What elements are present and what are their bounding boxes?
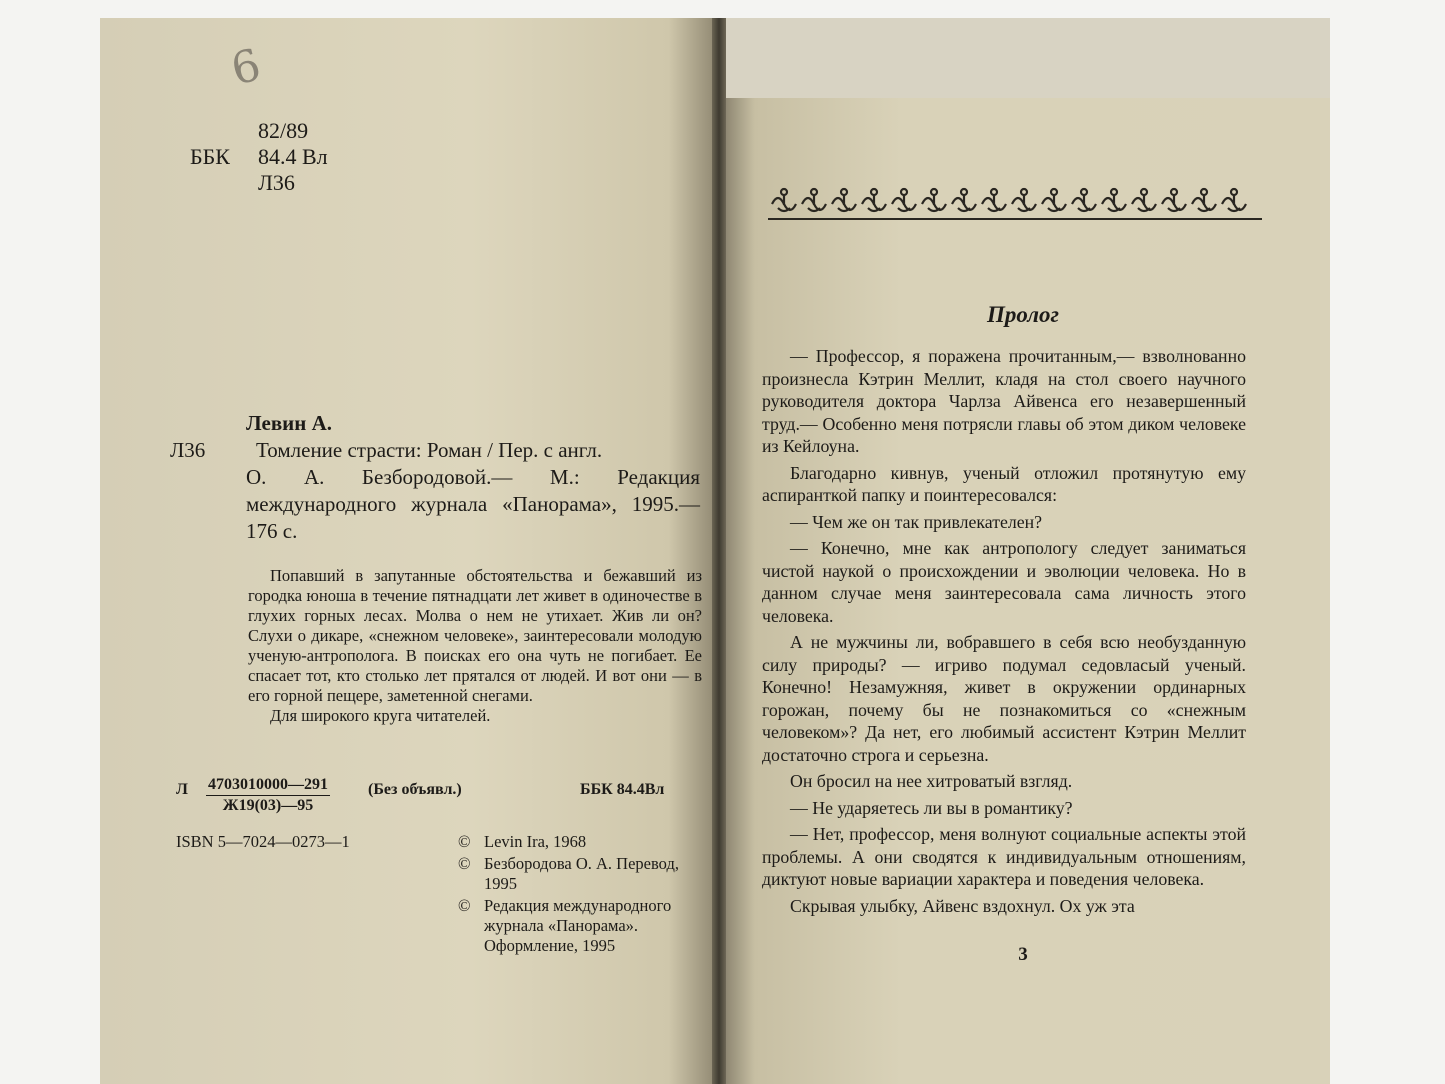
- isbn: ISBN 5—7024—0273—1: [176, 832, 350, 851]
- paragraph: — Чем же он так привлекателен?: [790, 511, 1043, 532]
- copyright-icon: ©: [458, 854, 471, 873]
- handwritten-mark: 6: [226, 39, 266, 96]
- imprint-fraction: [206, 775, 330, 816]
- paragraph: А не мужчины ли, вобравшего в себя всю необузданную силу природы? — игриво подумал седовласый ученый. Конечно! Незамужняя, живет в окружении ординарных горожан, почему бы не познакомиться со «снежным человеком»? Да нет, его любимый ассистент Кэтрин Меллит достаточно строга и серьезна.: [762, 632, 1246, 765]
- copyright-item: © Levin Ira, 1968: [458, 832, 587, 851]
- book-spine-gutter: [712, 18, 726, 1084]
- author-name: Левин А.: [246, 411, 333, 435]
- annotation-audience: Для широкого круга читателей.: [270, 706, 491, 725]
- copyright-icon: ©: [458, 832, 471, 851]
- imprint-bbk: ББК 84.4Вл: [580, 781, 665, 798]
- bibliography-details: О. А. Безбородовой.— М.: Редакция международного журнала «Панорама», 1995.— 176 с.: [246, 465, 700, 543]
- bibliographic-record: [170, 410, 700, 545]
- paragraph: Благодарно кивнув, ученый отложил протянутую ему аспиранткой папку и поинтересовался:: [762, 462, 1246, 505]
- chapter-text: [762, 345, 1246, 921]
- bibliography-title: Томление страсти: Роман / Пер. с англ.: [256, 438, 603, 462]
- annotation-text: Попавший в запутанные обстоятельства и бежавший из городка юноша в течение пятнадцати лет живет в одиночестве в глухих горных лесах. Молва о нем не утихает. Жив ли он? Слухи о дикаре, «снежном человеке», заинтересовали молодую ученую-антрополога. В поисках его она чуть не погибает. Ее спасает тот, кто столько лет прятался от людей. И вот они — в его горной пещере, заметенной снегами.: [248, 566, 702, 705]
- paragraph: Он бросил на нее хитроватый взгляд.: [790, 771, 1073, 791]
- chapter-title: Пролог: [986, 302, 1060, 327]
- bbk-code: 84.4 Вл: [258, 144, 328, 169]
- paragraph: Скрывая улыбку, Айвенс вздохнул. Ох уж эта: [790, 895, 1135, 916]
- paragraph: — Не ударяетесь ли вы в романтику?: [790, 797, 1073, 818]
- page-number: 3: [1018, 944, 1028, 965]
- copyright-list: [458, 832, 698, 958]
- ornament-border-line: [768, 218, 1262, 220]
- bbk-label: ББК: [190, 144, 230, 169]
- copyright-item: © Редакция международного журнала «Панорама». Оформление, 1995: [458, 896, 672, 955]
- annotation: [248, 566, 702, 726]
- paragraph: — Нет, профессор, меня волнуют социальные аспекты этой проблемы. А они сводятся к индивидуальным отношениям, диктуют новые вариации характера и поведения человека.: [762, 824, 1246, 889]
- author-code: Л36: [170, 438, 206, 462]
- imprint-letter: Л: [176, 781, 188, 798]
- imprint-note: (Без объявл.): [368, 781, 462, 798]
- copyright-item: © Безбородова О. А. Перевод, 1995: [458, 854, 679, 893]
- imprint-numerator: 4703010000—291: [206, 775, 330, 796]
- bbk-classification: [190, 118, 328, 196]
- paragraph: — Конечно, мне как антропологу следует заниматься чистой наукой о происхождении и эволюции человека. Но в данном случае меня заинтересовала сама личность этого человека.: [762, 538, 1246, 626]
- imprint-denominator: Ж19(03)—95: [222, 797, 314, 814]
- copyright-icon: ©: [458, 896, 471, 915]
- paragraph: — Профессор, я поражена прочитанным,— взволнованно произнесла Кэтрин Меллит, кладя на стол своего научного руководителя доктора Чарлза Айвенса его незавершенный труд.— Особенно меня потрясли главы об этом диком человеке из Кейлоуна.: [762, 346, 1246, 456]
- bbk-number: 82/89: [258, 118, 309, 143]
- bbk-index: Л36: [258, 170, 295, 195]
- decorative-ornament-icon: [768, 178, 1262, 220]
